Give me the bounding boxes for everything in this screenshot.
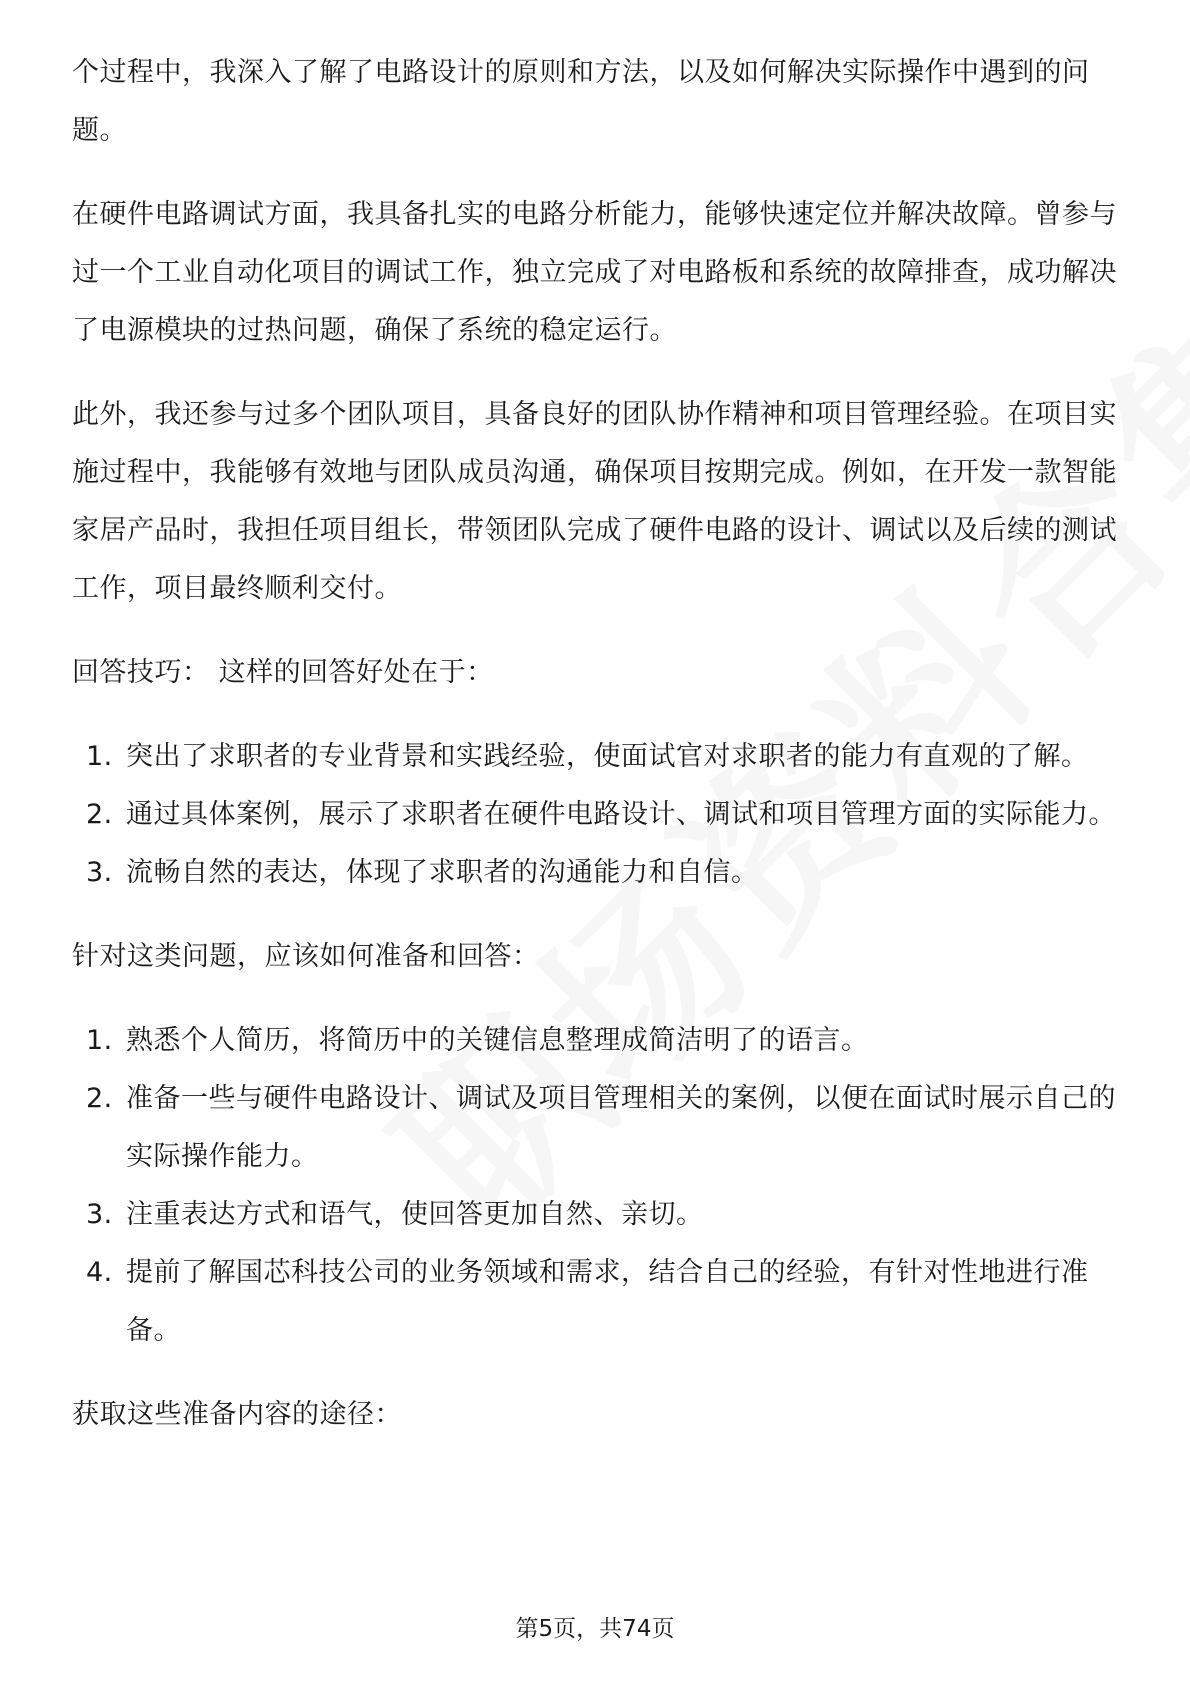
list-number: 3.	[86, 1199, 113, 1230]
list-item	[72, 1012, 1132, 1070]
paragraph-debugging: 在硬件电路调试方面，我具备扎实的电路分析能力，能够快速定位并解决故障。曾参与过一个工业自动化项目的调试工作，独立完成了对电路板和系统的故障排查，成功解决了电源模块的过热问题，确保了系统的稳定运行。	[72, 199, 1117, 346]
list-item	[72, 786, 1132, 844]
list-item	[72, 728, 1132, 786]
tips-heading: 回答技巧： 这样的回答好处在于：	[72, 657, 494, 688]
prep-list	[72, 1012, 1132, 1360]
list-number: 4.	[86, 1257, 113, 1288]
list-number: 2.	[86, 1083, 113, 1114]
tips-list	[72, 728, 1132, 902]
paragraph-teamwork: 此外，我还参与过多个团队项目，具备良好的团队协作精神和项目管理经验。在项目实施过程中，我能够有效地与团队成员沟通，确保项目按期完成。例如，在开发一款智能家居产品时，我担任项目组长，带领团队完成了硬件电路的设计、调试以及后续的测试工作，项目最终顺利交付。	[72, 399, 1117, 604]
list-item	[72, 1070, 1132, 1186]
list-item-text: 通过具体案例，展示了求职者在硬件电路设计、调试和项目管理方面的实际能力。	[126, 799, 1116, 830]
list-item-text: 流畅自然的表达，体现了求职者的沟通能力和自信。	[126, 857, 759, 888]
list-item-text: 注重表达方式和语气，使回答更加自然、亲切。	[126, 1199, 704, 1230]
list-item-text: 准备一些与硬件电路设计、调试及项目管理相关的案例，以便在面试时展示自己的实际操作能力。	[126, 1083, 1116, 1172]
list-number: 1.	[86, 741, 113, 772]
list-item	[72, 1186, 1132, 1244]
list-item	[72, 1244, 1132, 1360]
prep-heading: 针对这类问题，应该如何准备和回答：	[72, 941, 540, 972]
list-item-text: 突出了求职者的专业背景和实践经验，使面试官对求职者的能力有直观的了解。	[126, 741, 1089, 772]
list-item-text: 熟悉个人简历，将简历中的关键信息整理成简洁明了的语言。	[126, 1025, 869, 1056]
paragraph-process: 个过程中，我深入了解了电路设计的原则和方法，以及如何解决实际操作中遇到的问题。	[72, 57, 1090, 146]
list-number: 2.	[86, 799, 113, 830]
list-number: 1.	[86, 1025, 113, 1056]
document-body	[72, 44, 1132, 1470]
source-heading: 获取这些准备内容的途径：	[72, 1399, 402, 1430]
list-number: 3.	[86, 857, 113, 888]
list-item	[72, 844, 1132, 902]
list-item-text: 提前了解国芯科技公司的业务领域和需求，结合自己的经验，有针对性地进行准备。	[126, 1257, 1089, 1346]
page-footer: 第5页，共74页	[515, 1616, 675, 1642]
